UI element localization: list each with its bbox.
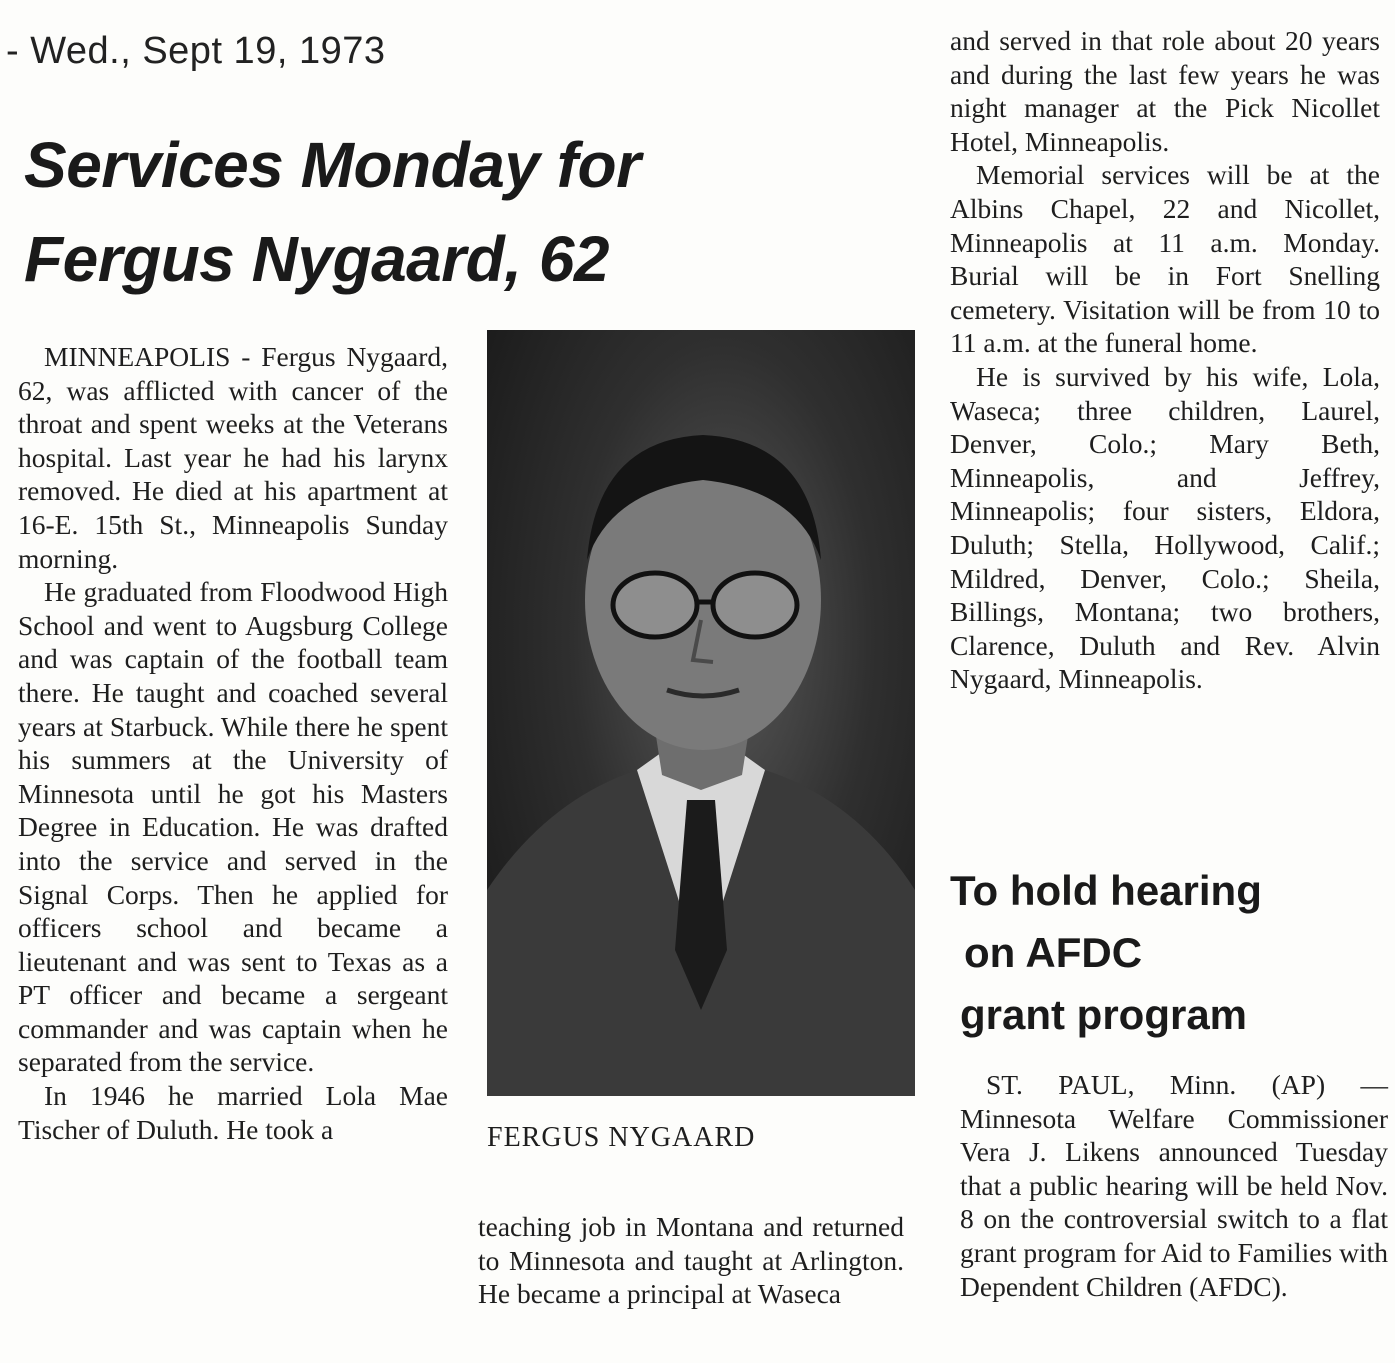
afdc-paragraph: ST. PAUL, Minn. (AP) — Minnesota Welfare Commissioner Vera J. Likens announced Tuesday that a public hearing will be held Nov. 8 on the controversial switch to a flat grant program for Aid to Families with Dependent Children (AFDC). [960, 1069, 1388, 1302]
obituary-col3-paragraph-3: He is survived by his wife, Lola, Waseca; three children, Laurel, Denver, Colo.; Mary Beth, Minneapolis, and Jeffrey, Minneapolis; four sisters, Eldora, Duluth; Stella, Hollywood, Calif.; Mildred, Denver, Colo.; Sheila, Billings, Montana; two brothers, Clarence, Duluth and Rev. Alvin Nygaard, Minneapolis. [950, 360, 1380, 695]
obituary-column-1 [18, 340, 448, 1146]
obituary-headline [24, 118, 784, 306]
obituary-paragraph-2: He graduated from Floodwood High School and went to Augsburg College and was captain of the football team there. He taught and coached several years at Starbuck. While there he spent his summers at the University of Minnesota until he got his Masters Degree in Education. He was drafted into the service and served in the Signal Corps. Then he applied for officers school and became a lieutenant and was sent to Texas as a PT officer and became a sergeant commander and was captain when he separated from the service. [18, 576, 448, 1078]
afdc-headline-line-2: on AFDC [964, 929, 1143, 976]
portrait-photo [487, 330, 915, 1096]
obituary-column-3 [950, 24, 1380, 696]
headline-line-2: Fergus Nygaard, 62 [24, 223, 609, 295]
dateline: - Wed., Sept 19, 1973 [6, 30, 386, 72]
afdc-headline-line-1: To hold hearing [950, 867, 1262, 914]
headline-line-1: Services Monday for [24, 129, 641, 201]
obituary-column-2 [478, 1210, 904, 1311]
obituary-paragraph-1: MINNEAPOLIS - Fergus Nygaard, 62, was afflicted with cancer of the throat and spent weeks at the Veterans hospital. Last year he had his larynx removed. He died at his apartment at 16-E. 15th St., Minneapolis Sunday morning. [18, 341, 448, 574]
obituary-col3-paragraph-1: and served in that role about 20 years and during the last few years he was night manager at the Pick Nicollet Hotel, Minneapolis. [950, 25, 1380, 157]
obituary-paragraph-3: In 1946 he married Lola Mae Tischer of Duluth. He took a [18, 1080, 448, 1145]
obituary-continuation: teaching job in Montana and returned to Minnesota and taught at Arlington. He became a principal at Waseca [478, 1211, 904, 1310]
afdc-article-body [960, 1068, 1388, 1303]
obituary-col3-paragraph-2: Memorial services will be at the Albins Chapel, 22 and Nicollet, Minneapolis at 11 a.m. Monday. Burial will be in Fort Snelling cemetery. Visitation will be from 10 to 11 a.m. at the funeral home. [950, 159, 1380, 359]
photo-caption: FERGUS NYGAARD [487, 1122, 756, 1153]
afdc-headline [950, 860, 1370, 1046]
afdc-headline-line-3: grant program [960, 991, 1248, 1038]
portrait-illustration [487, 330, 915, 1096]
